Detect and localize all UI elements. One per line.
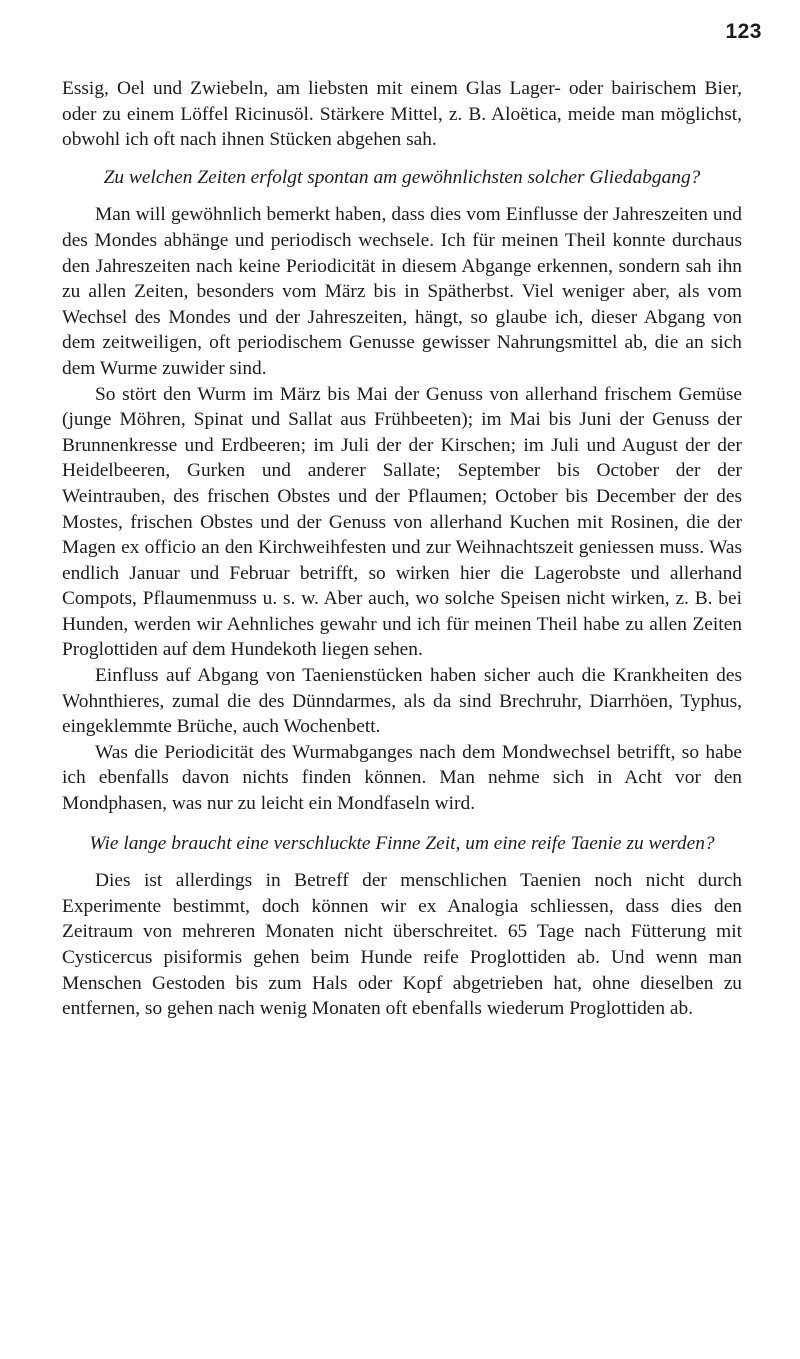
section-heading-maturation-time: Wie lange braucht eine verschluckte Finne Zeit, um eine reife Taenie zu werden? xyxy=(89,832,715,854)
page-body xyxy=(62,76,742,1022)
section-heading-spontaneous-shedding: Zu welchen Zeiten erfolgt spontan am gewöhnlichsten solcher Gliedabgang? xyxy=(103,166,701,188)
paragraph-moon-periodicity: Was die Periodicität des Wurmabganges nach dem Mondwechsel betrifft, so habe ich ebenfalls davon nichts finden können. Man nehme sich in Acht vor den Mondphasen, was nur zu leicht ein Mondfaseln wird. xyxy=(62,741,742,815)
page-number: 123 xyxy=(725,20,762,43)
paragraph-maturation: Dies ist allerdings in Betreff der menschlichen Taenien noch nicht durch Experimente bestimmt, doch können wir ex Analogia schliessen, dass dies den Zeitraum von mehreren Monaten nicht überschreitet. 65 Tage nach Fütterung mit Cysticercus pisiformis gehen beim Hunde reife Proglottiden ab. Und wenn man Menschen Gestoden bis zum Hals oder Kopf abgetrieben hat, ohne dieselben zu entfernen, so gehen nach wenig Monaten oft ebenfalls wiederum Proglottiden ab. xyxy=(62,870,742,1020)
paragraph-food-calendar: So stört den Wurm im März bis Mai der Genuss von allerhand frischem Gemüse (junge Möhren, Spinat und Sallat aus Frühbeeten); im Mai bis Juni der Genuss der Brunnenkresse und Erdbeeren; im Juli der der Kirschen; im Juli und August der der Heidelbeeren, Gurken und anderer Sallate; September bis October der der Weintrauben, des frischen Obstes und der Pflaumen; October bis December der des Mostes, frischen Obstes und der Genuss von allerhand Kuchen mit Rosinen, die der Magen ex officio an den Kirchweihfesten und zur Weihnachtszeit geniessen muss. Was endlich Januar und Februar betrifft, so wirken hier die Lagerobste und allerhand Compots, Pflaumenmuss u. s. w. Aber auch, wo solche Speisen nicht wirken, z. B. bei Hunden, werden wir Aehnliches gewahr und ich für meinen Theil habe zu allen Zeiten Proglottiden auf dem Hundekoth liegen sehen. xyxy=(62,383,742,661)
paragraph-seasons-moon: Man will gewöhnlich bemerkt haben, dass dies vom Einflusse der Jahreszeiten und des Mondes abhänge und periodisch wechsele. Ich für meinen Theil konnte durchaus den Jahreszeiten nach keine Periodicität in diesem Abgange erkennen, sondern sah ihn zu allen Zeiten, besonders vom März bis in Spätherbst. Viel weniger aber, als vom Wechsel des Mondes und der Jahreszeiten, hängt, so glaube ich, dieser Abgang von dem zeitweiligen, oft periodischem Genusse gewisser Nahrungsmittel ab, die an sich dem Wurme zuwider sind. xyxy=(62,204,742,379)
intro-paragraph: Essig, Oel und Zwiebeln, am liebsten mit einem Glas Lager- oder bairischem Bier, oder zu einem Löffel Ricinusöl. Stärkere Mittel, z. B. Aloëtica, meide man möglichst, obwohl ich oft nach ihnen Stücken abgehen sah. xyxy=(62,78,742,151)
paragraph-diseases: Einfluss auf Abgang von Taenienstücken haben sicher auch die Krankheiten des Wohnthieres, zumal die des Dünndarmes, als da sind Brechruhr, Diarrhöen, Typhus, eingeklemmte Brüche, auch Wochenbett. xyxy=(62,665,742,738)
